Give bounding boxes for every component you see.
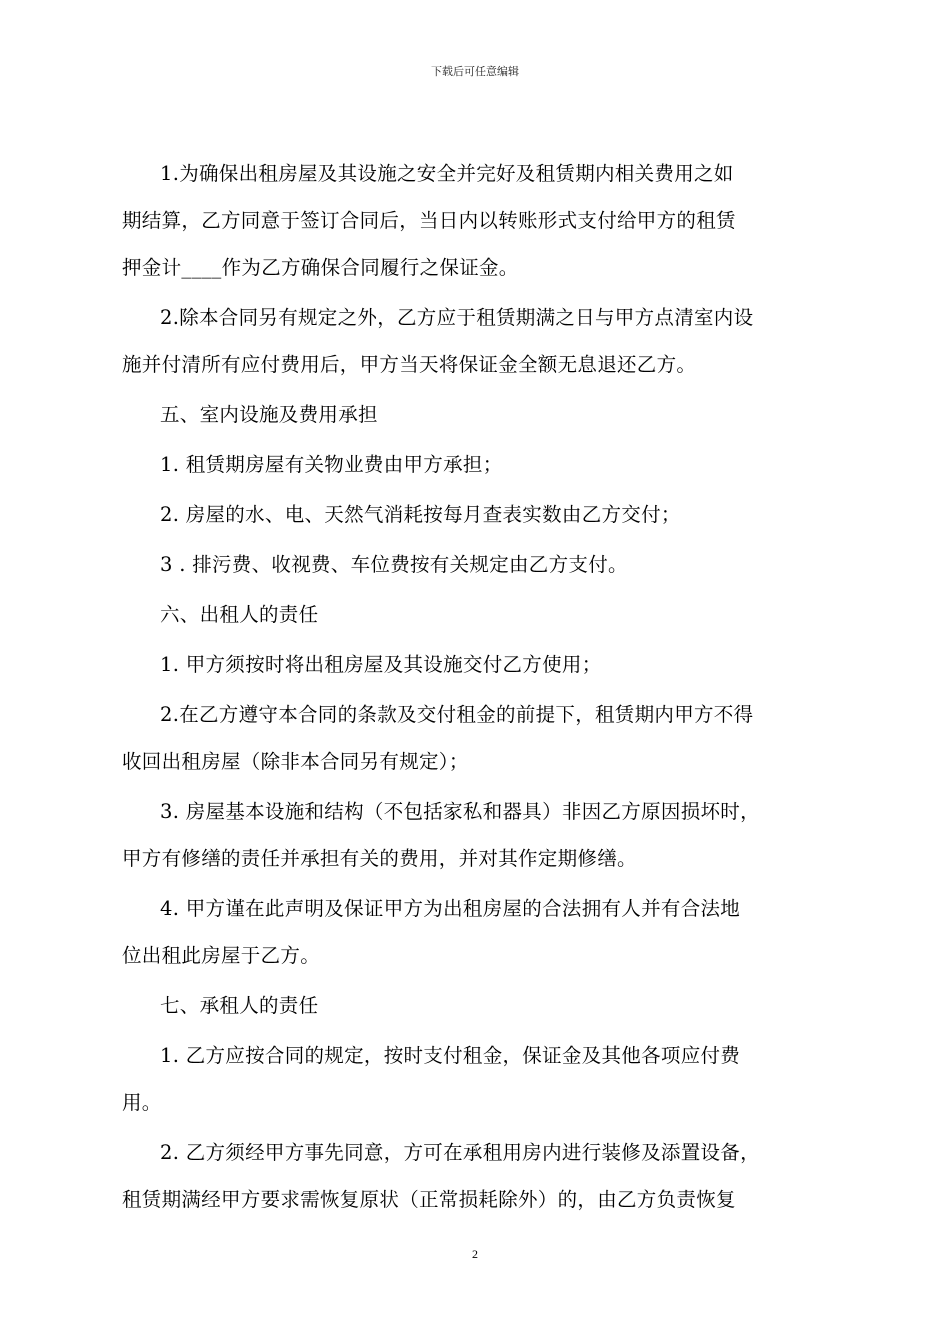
text-line: 3. 房屋基本设施和结构（不包括家私和器具）非因乙方原因损坏时， — [160, 800, 760, 823]
paragraph-fees-1 — [122, 441, 834, 488]
text-line: 1.为确保出租房屋及其设施之安全并完好及租赁期内相关费用之如 — [160, 162, 734, 185]
section-heading-5 — [122, 391, 834, 438]
paragraph-fees-2 — [122, 491, 834, 538]
paragraph-lessor-3 — [122, 788, 834, 882]
text-line: 位出租此房屋于乙方。 — [122, 944, 321, 967]
heading-text: 六、出租人的责任 — [160, 603, 319, 626]
text-line: 3 . 排污费、收视费、车位费按有关规定由乙方支付。 — [160, 553, 628, 576]
paragraph-fees-3 — [122, 541, 834, 588]
text-line: 用。 — [122, 1091, 162, 1114]
page-header: 下载后可任意编辑 — [431, 65, 519, 78]
paragraph-lessee-2 — [122, 1129, 834, 1223]
text-line: 2.在乙方遵守本合同的条款及交付租金的前提下，租赁期内甲方不得 — [160, 703, 754, 726]
text-line: 期结算，乙方同意于签订合同后，当日内以转账形式支付给甲方的租赁 — [122, 209, 736, 232]
paragraph-deposit-2 — [122, 294, 834, 388]
section-heading-7 — [122, 982, 834, 1029]
text-line: 4. 甲方谨在此声明及保证甲方为出租房屋的合法拥有人并有合法地 — [160, 897, 741, 920]
paragraph-lessor-4 — [122, 885, 834, 979]
text-line: 租赁期满经甲方要求需恢复原状（正常损耗除外）的，由乙方负责恢复 — [122, 1188, 736, 1211]
text-line: 甲方有修缮的责任并承担有关的费用，并对其作定期修缮。 — [122, 847, 637, 870]
text-line: 2. 房屋的水、电、天然气消耗按每月查表实数由乙方交付； — [160, 503, 681, 526]
text-line: 收回出租房屋（除非本合同另有规定）； — [122, 750, 469, 773]
page-number: 2 — [472, 1247, 478, 1261]
heading-text: 五、室内设施及费用承担 — [160, 403, 378, 426]
text-line: 1. 甲方须按时将出租房屋及其设施交付乙方使用； — [160, 653, 602, 676]
text-line: 2. 乙方须经甲方事先同意，方可在承租用房内进行装修及添置设备， — [160, 1141, 760, 1164]
text-line: 1. 乙方应按合同的规定，按时支付租金，保证金及其他各项应付费 — [160, 1044, 741, 1067]
text-line: 押金计____作为乙方确保合同履行之保证金。 — [122, 256, 519, 279]
document-body — [122, 150, 834, 1226]
text-line: 施并付清所有应付费用后，甲方当天将保证金全额无息退还乙方。 — [122, 353, 697, 376]
paragraph-lessee-1 — [122, 1032, 834, 1126]
paragraph-lessor-2 — [122, 691, 834, 785]
text-line: 1. 租赁期房屋有关物业费由甲方承担； — [160, 453, 503, 476]
text-line: 2.除本合同另有规定之外，乙方应于租赁期满之日与甲方点清室内设 — [160, 306, 754, 329]
paragraph-deposit-1 — [122, 150, 834, 291]
section-heading-6 — [122, 591, 834, 638]
heading-text: 七、承租人的责任 — [160, 994, 319, 1017]
paragraph-lessor-1 — [122, 641, 834, 688]
